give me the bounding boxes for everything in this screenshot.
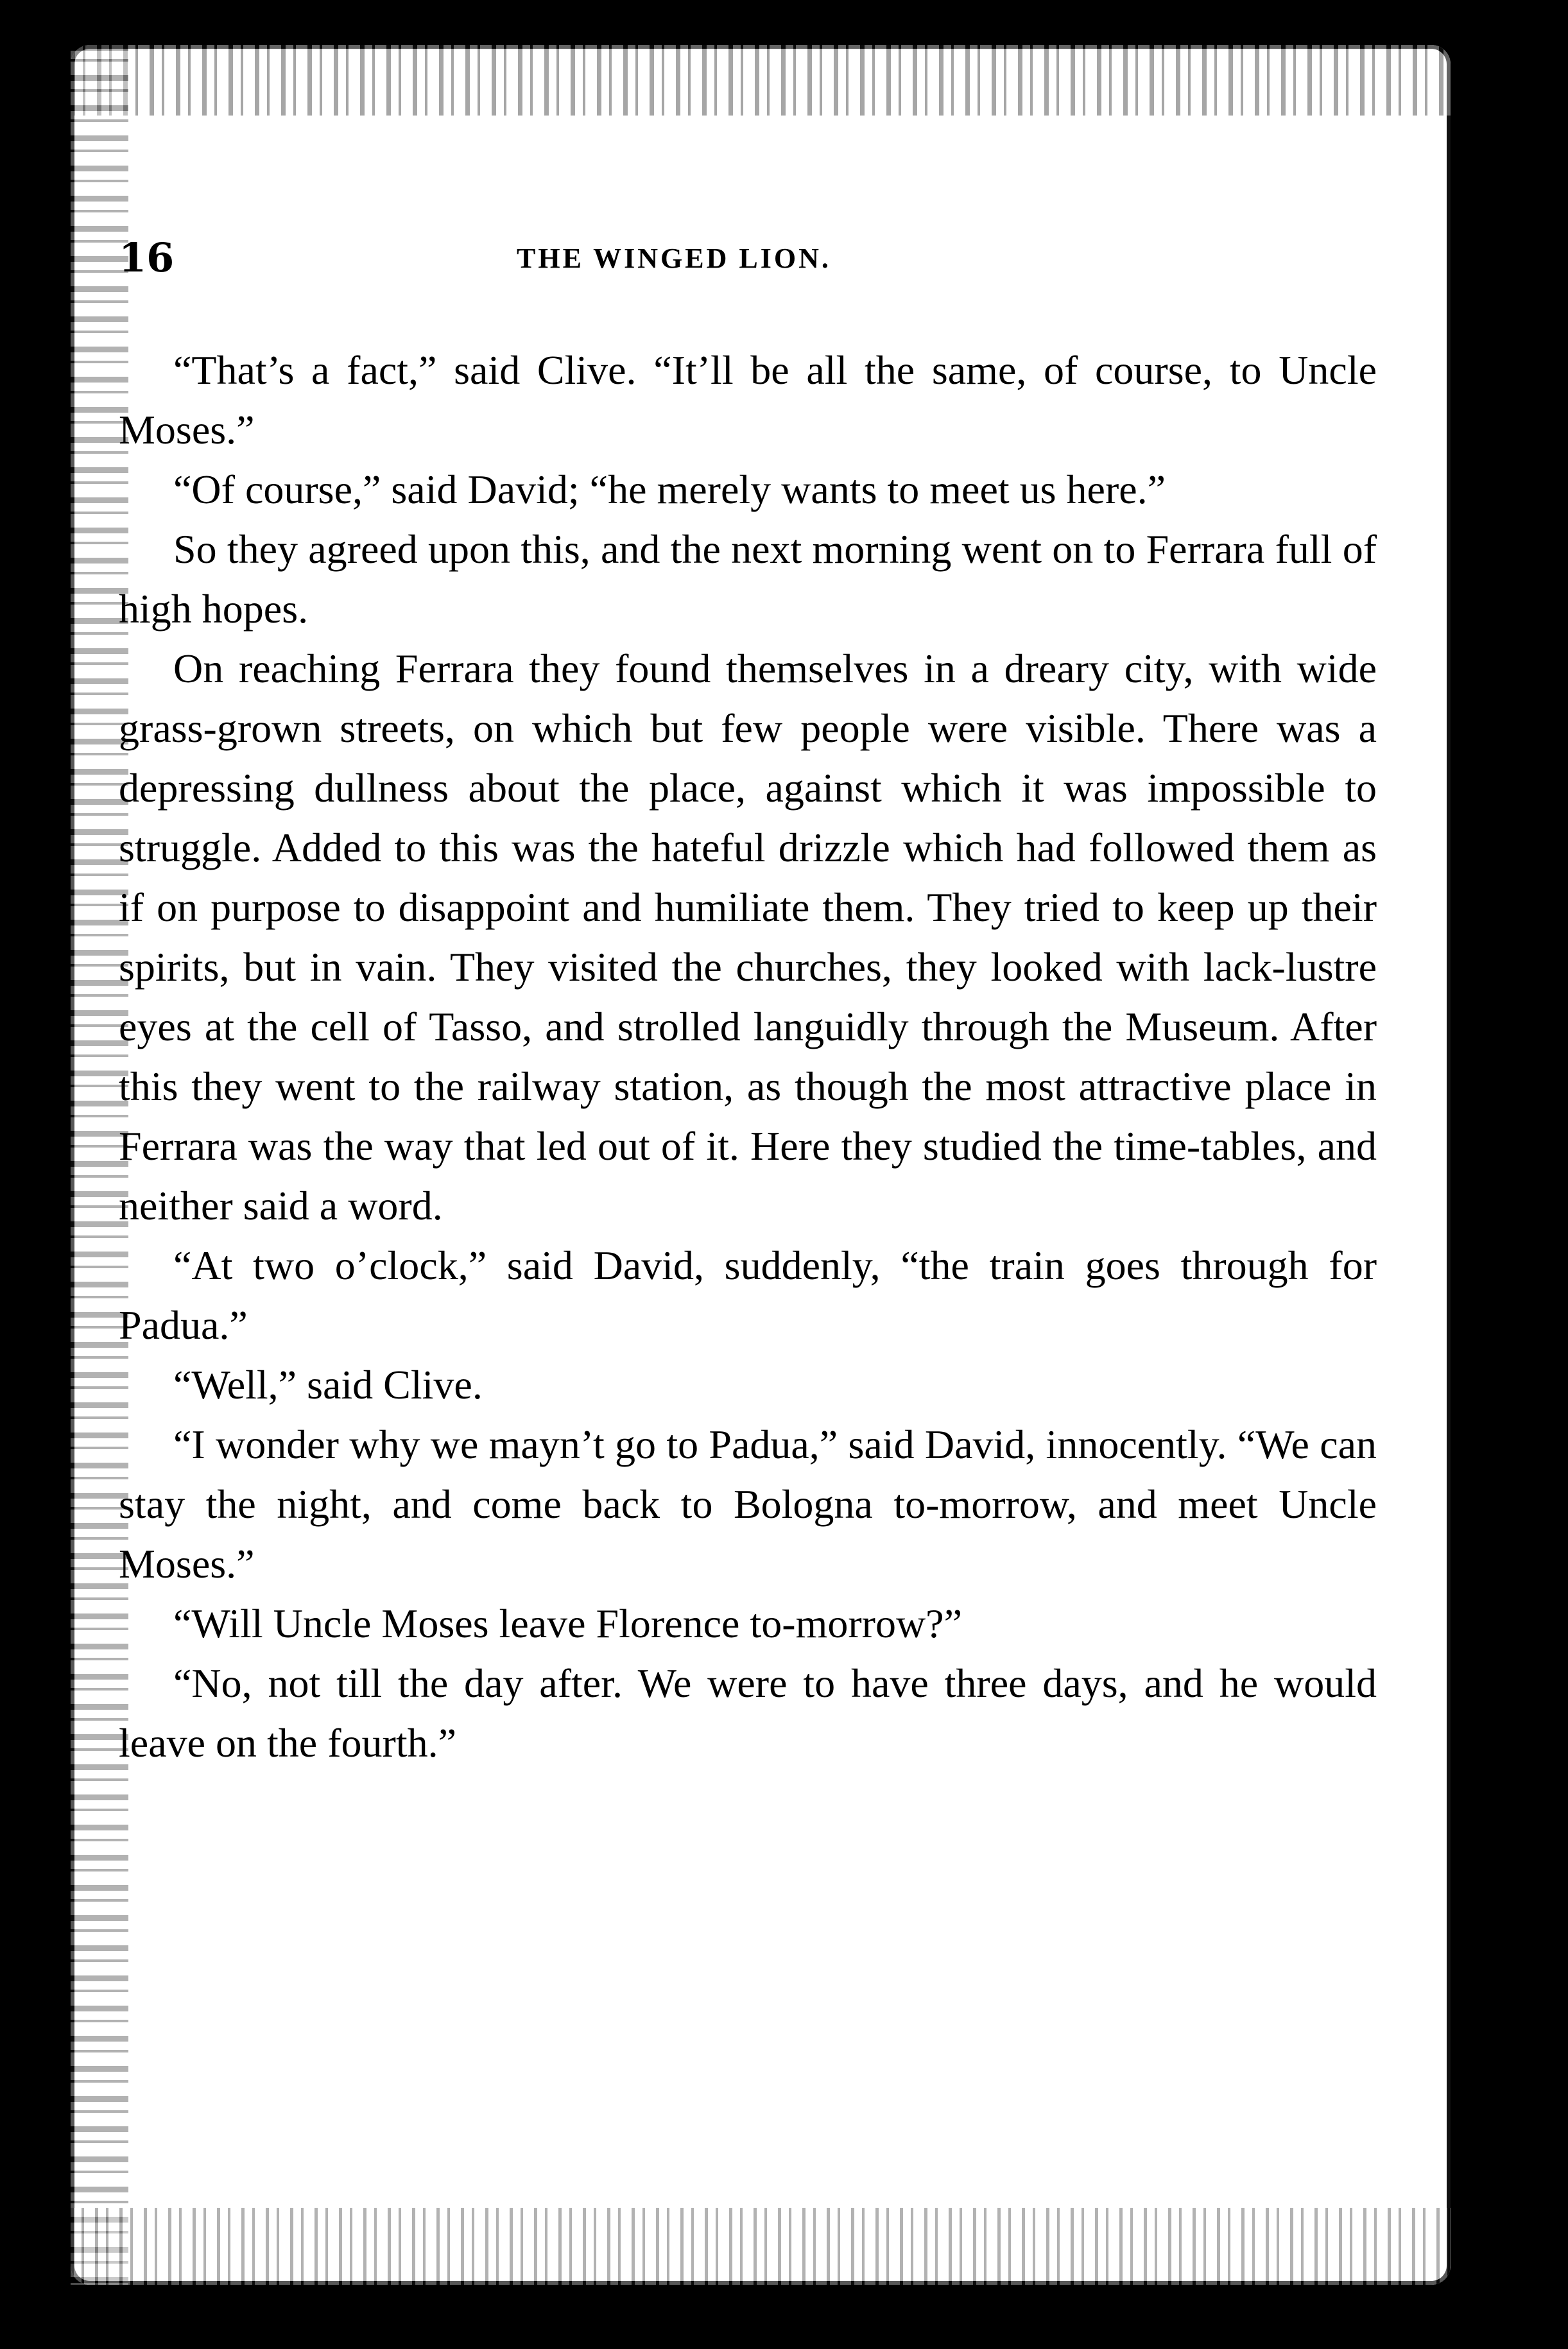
paragraph-1: “That’s a fact,” said Clive. “It’ll be all the same, of course, to Uncle Moses.”	[119, 347, 1377, 452]
paragraph-5: “At two o’clock,” said David, suddenly, “the train goes through for Padua.”	[119, 1243, 1377, 1348]
paragraph-7: “I wonder why we mayn’t go to Padua,” said David, innocently. “We can stay the night, and come back to Bologna to-morrow, and meet Uncle Moses.”	[119, 1422, 1377, 1587]
paragraph-9: “No, not till the day after. We were to have three days, and he would leave on the fourth.”	[119, 1660, 1377, 1766]
paragraph-3: So they agreed upon this, and the next morning went on to Ferrara full of high hopes.	[119, 526, 1377, 632]
paragraph-4: On reaching Ferrara they found themselves in a dreary city, with wide grass-grown streets, on which but few people were visible. There was a depressing dullness about the place, against which it was impossible to struggle. Added to this was the hateful drizzle which had followed them as if on purpose to disappoint and humiliate them. They tried to keep up their spirits, but in vain. They visited the churches, they looked with lack-lustre eyes at the cell of Tasso, and strolled languidly through the Museum. After this they went to the railway station, as though the most attractive place in Ferrara was the way that led out of it. Here they studied the time-tables, and neither said a word.	[119, 646, 1377, 1228]
page-edge-top	[71, 45, 1451, 116]
book-title: THE WINGED LION.	[517, 243, 831, 274]
paragraph-2: “Of course,” said David; “he merely wants to meet us here.”	[173, 467, 1166, 512]
running-head	[119, 234, 1377, 286]
paragraph-8: “Will Uncle Moses leave Florence to-morrow?”	[173, 1601, 962, 1646]
paragraph-6: “Well,” said Clive.	[173, 1362, 483, 1407]
page-edge-bottom	[71, 2208, 1451, 2285]
text-body	[119, 340, 1377, 1773]
page-number: 16	[119, 234, 175, 281]
